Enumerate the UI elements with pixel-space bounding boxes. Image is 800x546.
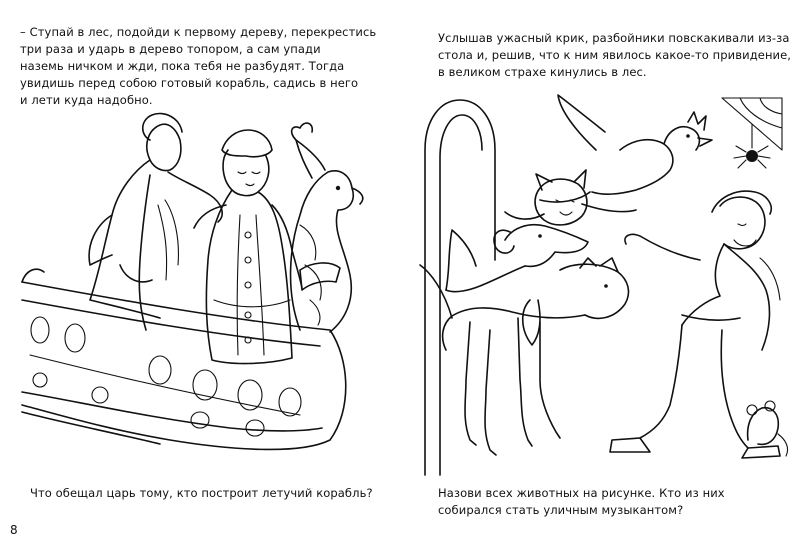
page-number: 8 [10,523,18,537]
musicians-illustration [420,95,788,475]
flying-ship-illustration [22,114,363,450]
left-page-question: Что обещал царь тому, кто построит летучий корабль? [30,486,373,500]
left-page-text: – Ступай в лес, подойди к первому дереву, перекрестись три раза и ударь в дерево топором, а сам упади наземь ничком и жди, пока тебя не разбудят. Тогда увидишь перед собою готовый корабль, садись в него и лети куда надобно. [20,25,377,107]
right-page-text: Услышав ужасный крик, разбойники повскакивали из-за стола и, решив, что к ним явилось какое-то привидение, в великом страхе кинулись в лес. [438,31,792,79]
right-page-question: Назови всех животных на рисунке. Кто из них собирался стать уличным музыкантом? [438,486,725,517]
